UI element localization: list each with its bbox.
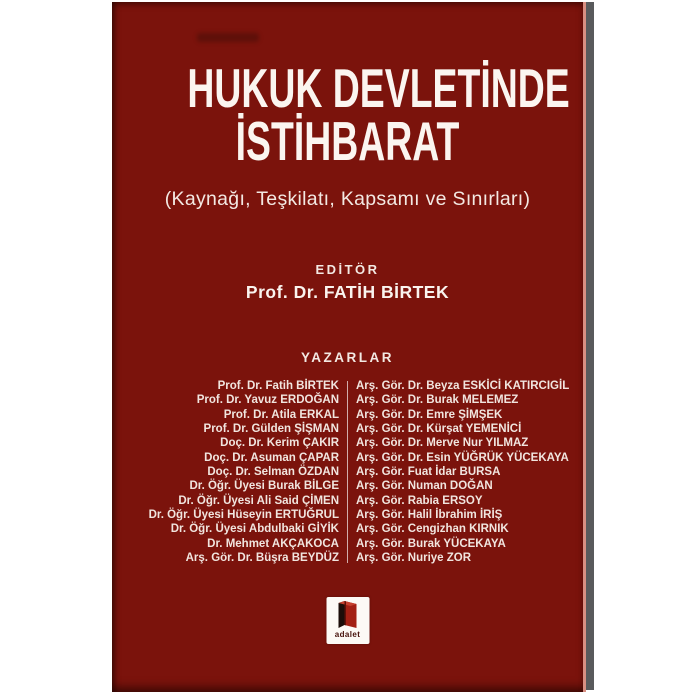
- book-page-block-edge: [586, 2, 594, 690]
- author-name: Doç. Dr. Kerim ÇAKIR: [220, 437, 339, 450]
- author-name: Prof. Dr. Gülden ŞİŞMAN: [203, 423, 339, 436]
- author-name: Dr. Öğr. Üyesi Ali Said ÇİMEN: [178, 494, 339, 507]
- publisher-name: adalet: [334, 630, 361, 639]
- cover-shadow-smudge: [197, 33, 259, 42]
- author-name: Arş. Gör. Dr. Emre ŞİMŞEK: [356, 408, 503, 421]
- author-name: Prof. Dr. Yavuz ERDOĞAN: [196, 394, 339, 407]
- author-name: Arş. Gör. Numan DOĞAN: [356, 480, 493, 493]
- author-name: Arş. Gör. Halil İbrahim İRİŞ: [356, 509, 503, 522]
- author-name: Arş. Gör. Fuat İdar BURSA: [356, 466, 501, 479]
- author-name: Arş. Gör. Nuriye ZOR: [356, 552, 472, 565]
- author-name: Arş. Gör. Dr. Beyza ESKİCİ KATIRCIGİL: [356, 380, 570, 392]
- book-title: [112, 57, 583, 172]
- publisher-book-icon: [335, 600, 361, 630]
- author-name: Dr. Mehmet AKÇAKOCA: [207, 537, 339, 550]
- publisher-logo: [326, 597, 369, 644]
- book-subtitle: (Kaynağı, Teşkilatı, Kapsamı ve Sınırları): [164, 188, 531, 210]
- author-name: Arş. Gör. Dr. Esin YÜĞRÜK YÜCEKAYA: [356, 451, 569, 464]
- author-name: Doç. Dr. Asuman ÇAPAR: [204, 451, 339, 464]
- author-name: Doç. Dr. Selman ÖZDAN: [207, 466, 339, 479]
- author-name: Prof. Dr. Atila ERKAL: [223, 408, 339, 421]
- author-name: Arş. Gör. Dr. Büşra BEYDÜZ: [185, 552, 339, 565]
- book-title-line2: İSTİHBARAT: [235, 110, 460, 172]
- author-name: Arş. Gör. Dr. Merve Nur YILMAZ: [356, 437, 529, 450]
- author-name: Prof. Dr. Fatih BİRTEK: [217, 380, 339, 392]
- author-name: Arş. Gör. Cengizhan KIRNIK: [356, 523, 509, 536]
- author-name: Arş. Gör. Dr. Burak MELEMEZ: [356, 394, 519, 407]
- editor-label: EDİTÖR: [315, 262, 380, 277]
- author-name: Dr. Öğr. Üyesi Hüseyin ERTUĞRUL: [148, 509, 339, 522]
- authors-column-right: [348, 379, 583, 565]
- editor-name: Prof. Dr. FATİH BİRTEK: [245, 282, 450, 302]
- author-name: Arş. Gör. Burak YÜCEKAYA: [356, 537, 506, 550]
- author-name: Arş. Gör. Rabia ERSOY: [356, 494, 483, 507]
- authors-label: YAZARLAR: [300, 350, 394, 365]
- book-front-cover: [112, 2, 583, 692]
- book-title-line1: HUKUK DEVLETİNDE: [187, 57, 570, 119]
- authors-column-left: [112, 379, 347, 565]
- author-name: Arş. Gör. Dr. Kürşat YEMENİCİ: [356, 423, 522, 436]
- authors-list: [112, 379, 583, 565]
- author-name: Dr. Öğr. Üyesi Burak BİLGE: [189, 480, 339, 493]
- author-name: Dr. Öğr. Üyesi Abdulbaki GİYİK: [170, 523, 339, 536]
